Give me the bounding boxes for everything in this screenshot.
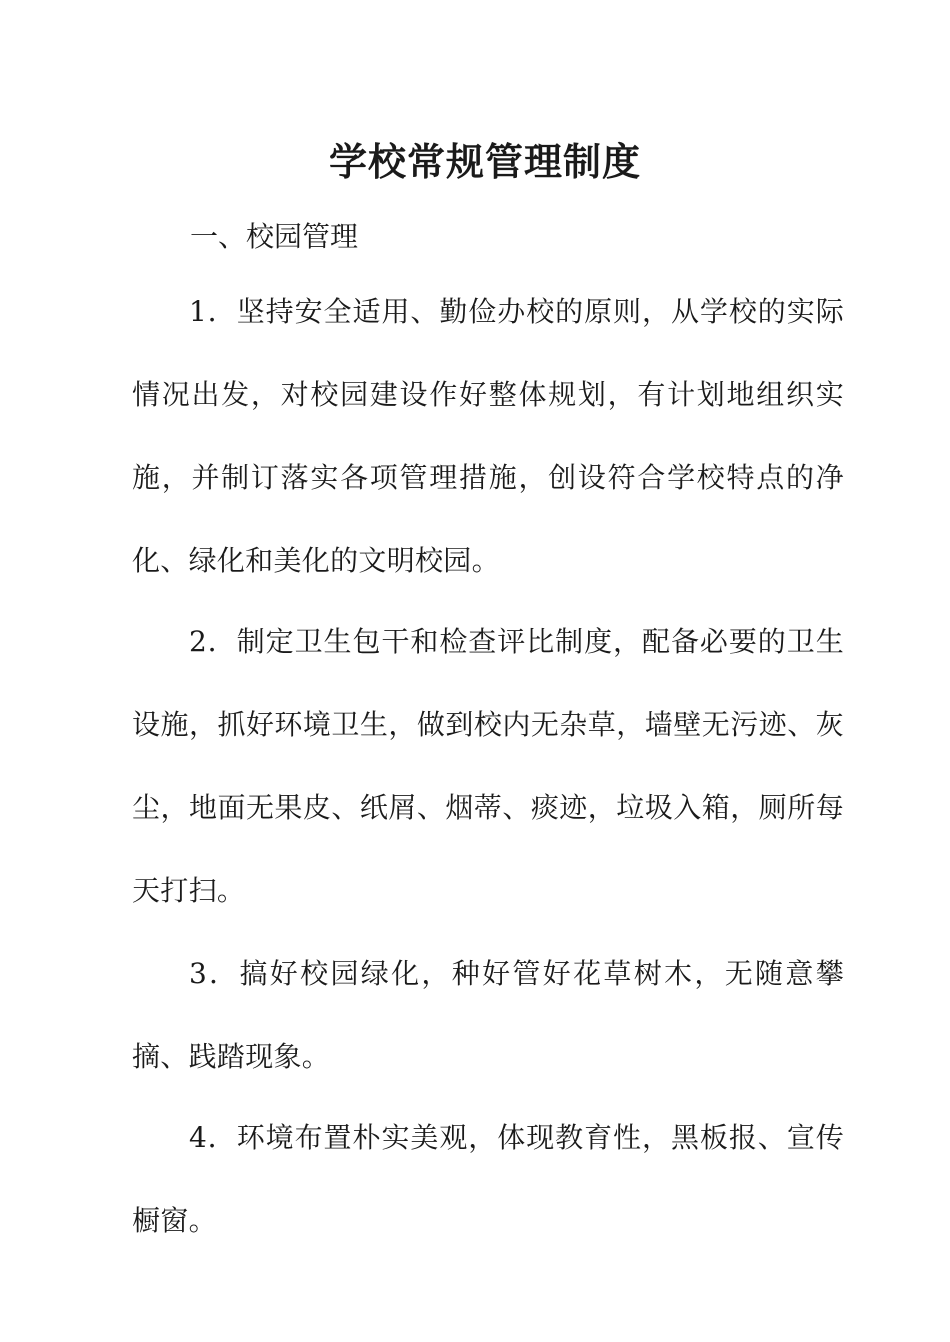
- paragraph-2: 2．制定卫生包干和检查评比制度，配备必要的卫生设施，抓好环境卫生，做到校内无杂草，墙壁无污迹、灰尘，地面无果皮、纸屑、烟蒂、痰迹，垃圾入箱，厕所每天打扫。: [132, 625, 844, 907]
- paragraph-3: 3．搞好校园绿化，种好管好花草树木，无随意攀摘、践踏现象。: [132, 957, 844, 1073]
- section-heading: 一、校园管理: [190, 220, 359, 253]
- document-title: 学校常规管理制度: [328, 140, 641, 184]
- paragraph-1: 1．坚持安全适用、勤俭办校的原则，从学校的实际情况出发，对校园建设作好整体规划，有计划地组织实施，并制订落实各项管理措施，创设符合学校特点的净化、绿化和美化的文明校园。: [132, 295, 844, 577]
- paragraph-4: 4．环境布置朴实美观，体现教育性，黑板报、宣传橱窗。: [132, 1121, 844, 1237]
